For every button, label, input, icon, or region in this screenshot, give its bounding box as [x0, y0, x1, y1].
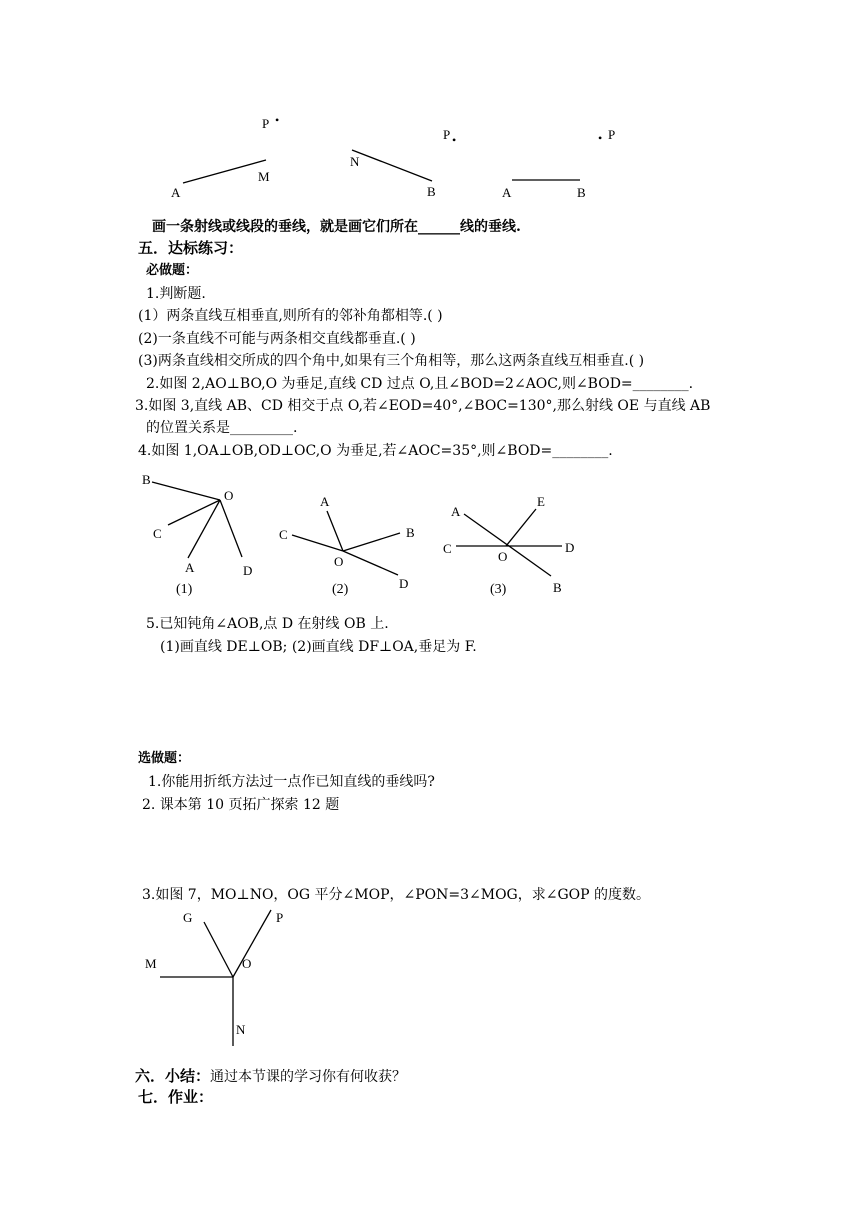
point-p-label: P	[262, 116, 270, 131]
fig7-label-o: O	[242, 956, 252, 971]
fig1-label-d: D	[243, 563, 253, 578]
required-label: 必做题：	[146, 263, 199, 278]
section6-text: 通过本节课的学习你有何收获？	[210, 1069, 407, 1085]
fig3-label-c: C	[443, 541, 452, 556]
q5: 5.已知钝角∠AOB,点 D 在射线 OB 上.	[146, 616, 389, 632]
fig7-label-m: M	[145, 956, 157, 971]
optional-label: 选做题：	[138, 751, 191, 766]
fig3-caption: (3)	[490, 582, 507, 597]
fig1-caption: (1)	[176, 582, 193, 597]
section7-heading: 七．作业：	[138, 1088, 214, 1106]
optional-q2: 2. 课本第 10 页拓广探索 12 题	[142, 797, 340, 813]
point-p-label: P	[443, 127, 451, 142]
fig3-label-e: E	[537, 494, 545, 509]
label-b: B	[577, 185, 586, 200]
perpendicular-note: 画一条射线或线段的垂线，就是画它们所在______线的垂线.	[152, 219, 521, 235]
q1-item-1: (1）两条直线互相垂直,则所有的邻补角都相等.( )	[138, 308, 443, 324]
fig3-label-d: D	[565, 540, 575, 555]
label-a: A	[502, 185, 512, 200]
fig7-label-n: N	[236, 1022, 246, 1037]
point-dot: •	[275, 113, 280, 127]
fig2-label-b: B	[406, 525, 415, 540]
q4: 4.如图 1,OA⊥OB,OD⊥OC,O 为垂足,若∠AOC=35°,则∠BOD=________.	[138, 443, 613, 459]
fig7-label-g: G	[183, 910, 193, 925]
label-b: B	[427, 184, 436, 199]
fig2-label-o: O	[334, 554, 344, 569]
label-m: M	[258, 169, 270, 184]
q5-sub: (1)画直线 DE⊥OB; (2)画直线 DF⊥OA,垂足为 F.	[160, 639, 477, 655]
q1-item-3: (3)两条直线相交所成的四个角中,如果有三个角相等，那么这两条直线互相垂直.( )	[138, 353, 645, 369]
fig2-label-d: D	[399, 576, 409, 591]
fig7-label-p: P	[276, 910, 284, 925]
fig2-label-c: C	[279, 527, 288, 542]
label-n: N	[350, 154, 360, 169]
section5-heading: 五．达标练习：	[138, 239, 244, 257]
point-p-label: P	[608, 127, 616, 142]
section6-heading: 六．小结：	[135, 1067, 211, 1085]
optional-q3: 3.如图 7，MO⊥NO，OG 平分∠MOP，∠PON=3∠MOG，求∠GOP 的度数。	[142, 887, 650, 903]
point-dot: •	[452, 133, 457, 147]
fig2-caption: (2)	[332, 582, 349, 597]
fig1-label-b: B	[142, 472, 151, 487]
point-dot: •	[598, 131, 603, 145]
fig1-label-o: O	[224, 488, 234, 503]
q3-line2: 的位置关系是_________.	[146, 420, 298, 436]
fig1-label-a: A	[185, 560, 195, 575]
fig3-label-b: B	[553, 580, 562, 595]
q3-line1: 3.如图 3,直线 AB、CD 相交于点 O,若∠EOD=40°,∠BOC=130°,那么射线 OE 与直线 AB	[135, 398, 711, 414]
section6	[135, 1067, 406, 1086]
q1-title: 1.判断题.	[146, 286, 206, 302]
label-a: A	[171, 185, 181, 200]
q1-item-2: (2)一条直线不可能与两条相交直线都垂直.( )	[138, 331, 416, 347]
optional-q1: 1.你能用折纸方法过一点作已知直线的垂线吗?	[148, 774, 435, 790]
fig3-label-a: A	[451, 504, 461, 519]
fig3-label-o: O	[498, 549, 508, 564]
fig1-label-c: C	[153, 526, 162, 541]
q2: 2.如图 2,AO⊥BO,O 为垂足,直线 CD 过点 O,且∠BOD=2∠AOC,则∠BOD=________.	[146, 376, 694, 392]
fig2-label-a: A	[320, 494, 330, 509]
